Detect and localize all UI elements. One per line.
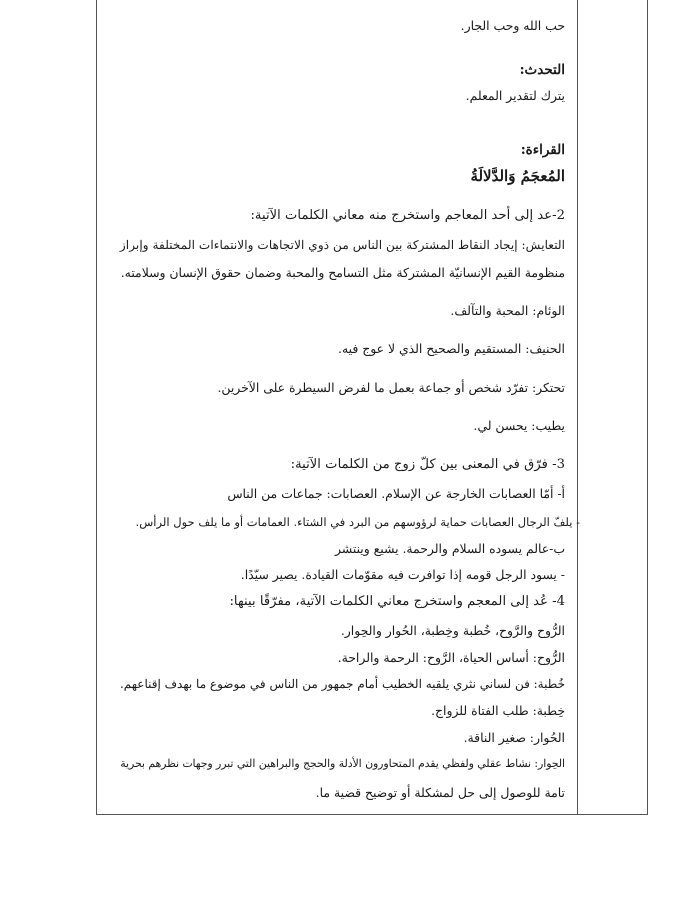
text-line: تامة للوصول إلى حل لمشكلة أو توضيح قضية ما. <box>315 785 565 800</box>
column-divider <box>577 0 578 815</box>
text-line: خُطبة: فن لساني نثري يلقيه الخطيب أمام جمهور من الناس في موضوع ما بهدف إقناعهم. <box>119 677 565 691</box>
section-heading-reading: القراءة: <box>520 142 565 158</box>
text-line: - يلفّ الرجال العصابات حماية لرؤوسهم من البرد في الشتاء. العمامات أو ما يلف حول الرأس. <box>135 515 580 529</box>
section-heading-speaking: التحدث: <box>519 62 565 78</box>
content-table-frame <box>96 0 648 815</box>
question-2: 2-عد إلى أحد المعاجم واستخرج منه معاني الكلمات الآتية: <box>250 208 565 223</box>
question-3: 3- فرّق في المعنى بين كلّ زوج من الكلمات الآتية: <box>290 457 565 472</box>
text-line: حب الله وحب الجار. <box>460 18 565 33</box>
text-line: أ- أمّا العصابات الخارجة عن الإسلام. العصابات: جماعات من الناس <box>227 486 565 501</box>
text-line: الحُوار: صغير الناقة. <box>463 730 565 745</box>
text-line: - يسود الرجل قومه إذا توافرت فيه مقوّمات القيادة. يصير سيّدًا. <box>240 567 565 582</box>
text-line: ب-عالم يسوده السلام والرحمة. يشيع وينتشر <box>334 541 565 556</box>
text-line: يطيب: يحسن لي. <box>473 418 565 433</box>
text-line: منظومة القيم الإنسانيّة المشتركة مثل التسامح والمحبة وضمان حقوق الإنسان وسلامته. <box>120 265 565 280</box>
text-line: خِطبة: طلب الفتاة للزواج. <box>431 703 565 718</box>
text-line: التعايش: إيجاد النقاط المشتركة بين الناس من ذوي الاتجاهات والانتماءات المختلفة وإبراز <box>119 238 565 252</box>
question-4: 4- عُد إلى المعجم واستخرج معاني الكلمات الآتية، مفرّقًا بينها: <box>229 594 565 609</box>
subheading-lexicon: المُعجَمُ وَالدَّلالَةُ <box>470 167 565 185</box>
text-line: يترك لتقدير المعلم. <box>465 88 565 103</box>
text-line: الرُّوح: أساس الحياة، الرَّوح: الرحمة والراحة. <box>337 650 565 665</box>
text-line: الحِوار: نشاط عقلي ولفظي يقدم المتحاورون الأدلة والحجج والبراهين التي تبرر وجهات نظرهم بحرية <box>120 757 565 770</box>
text-line: تحتكر: تفرّد شخص أو جماعة بعمل ما لفرض السيطرة على الآخرين. <box>217 380 565 395</box>
text-line: الوئام: المحبة والتآلف. <box>450 303 565 318</box>
text-line: الرُّوح والرَّوح، خُطبة وخِطبة، الحُوار والحِوار. <box>340 623 565 638</box>
text-line: الحنيف: المستقيم والصحيح الذي لا عوج فيه. <box>338 341 565 356</box>
